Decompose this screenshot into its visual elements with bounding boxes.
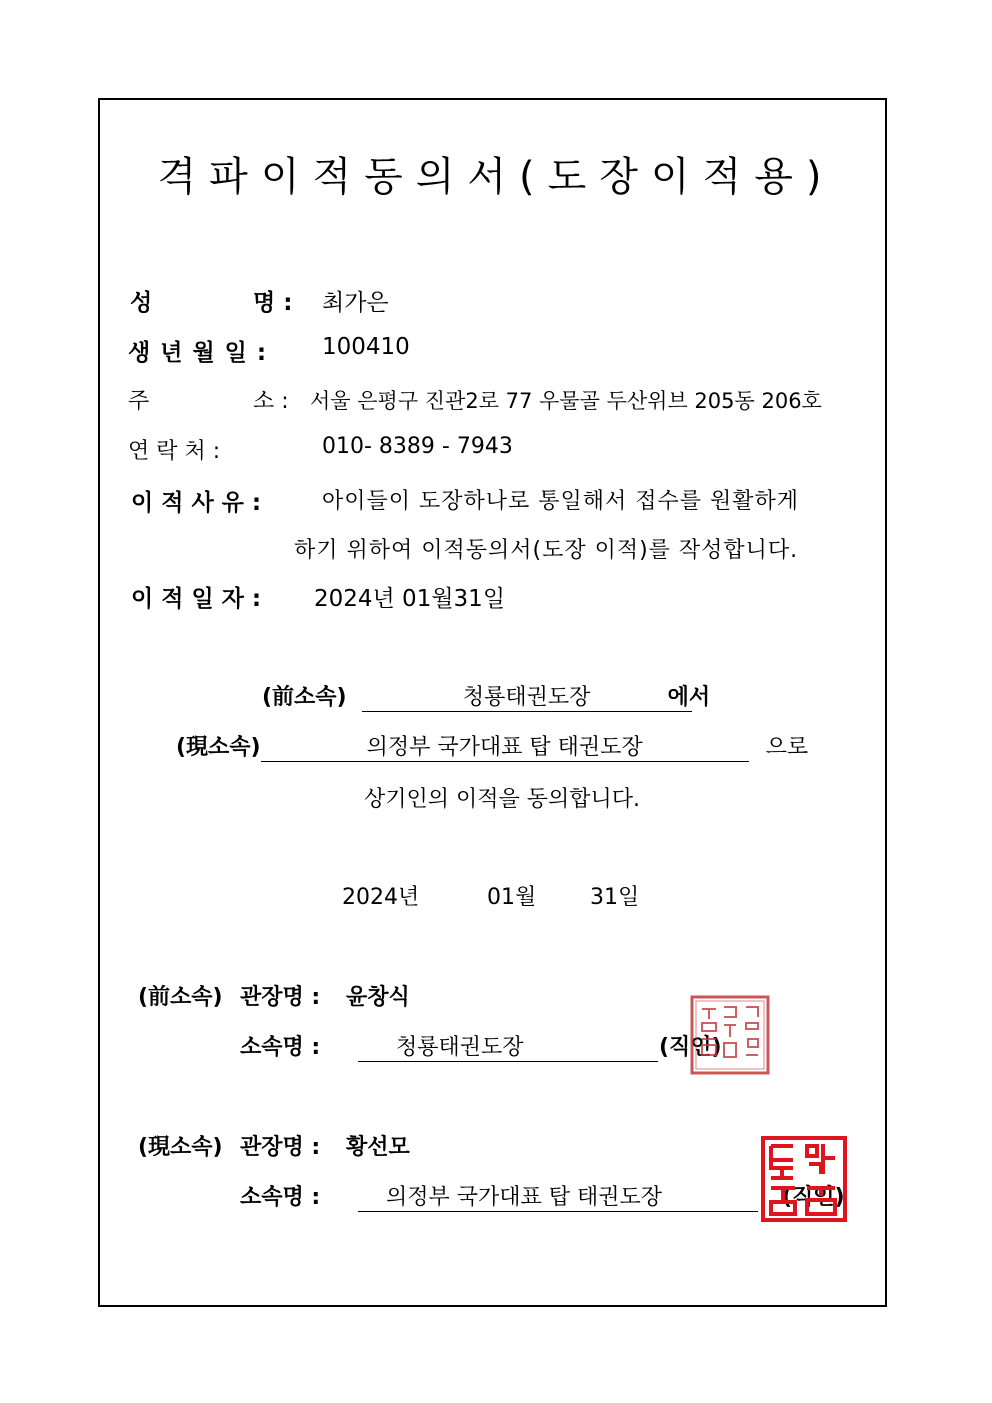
sign-day: 31일 [590, 885, 640, 910]
sign-month: 01월 [487, 885, 537, 910]
address-value: 서울 은평구 진관2로 77 우물골 두산위브 205동 206호 [310, 389, 822, 413]
name-value: 최가은 [322, 290, 389, 316]
birth-value: 100410 [322, 334, 410, 360]
prev-dojang-seal-icon [690, 995, 770, 1075]
curr-dojang-seal-icon [761, 1136, 847, 1222]
prev-affiliation-prefix: (前소속) [262, 685, 347, 710]
reason-label: 이 적 사 유 : [131, 490, 262, 516]
birth-label: 생 년 월 일 : [128, 340, 268, 366]
curr-signature-dojang: 의정부 국가대표 탑 태권도장 [386, 1185, 663, 1210]
contact-value: 010- 8389 - 7943 [322, 434, 513, 459]
prev-seal-label: (직인) [659, 1035, 722, 1060]
curr-section-prefix: (現소속) [138, 1135, 223, 1160]
date-label: 이 적 일 자 : [131, 586, 262, 612]
sign-year: 2024년 [342, 885, 420, 910]
consent-statement: 상기인의 이적을 동의합니다. [363, 787, 640, 812]
prev-dojang-label: 소속명 : [240, 1035, 321, 1060]
prev-suffix: 에서 [667, 685, 711, 710]
curr-seal-label: (직인) [782, 1185, 845, 1210]
curr-suffix: 으로 [765, 735, 809, 760]
curr-dojang-name: 의정부 국가대표 탑 태권도장 [261, 730, 749, 762]
prev-signature-dojang: 청룡태권도장 [396, 1035, 524, 1060]
curr-head-label: 관장명 : [240, 1135, 321, 1160]
prev-head-name: 윤창식 [346, 985, 410, 1010]
prev-section-prefix: (前소속) [138, 985, 223, 1010]
address-label: 주 [128, 389, 150, 414]
curr-head-name: 황선모 [346, 1135, 410, 1160]
prev-dojang-name: 청룡태권도장 [362, 680, 692, 712]
date-value: 2024년 01월31일 [314, 586, 506, 612]
curr-affiliation-prefix: (現소속) [176, 735, 261, 760]
prev-head-label: 관장명 : [240, 985, 321, 1010]
reason-line-1: 아이들이 도장하나로 통일해서 접수를 원활하게 [322, 489, 800, 514]
address-label-colon: 소 : [253, 389, 289, 414]
document-title: 격파이적동의서(도장이적용) [157, 154, 835, 200]
name-label: 성 [130, 290, 153, 316]
contact-label: 연 락 처 : [128, 439, 221, 464]
reason-line-2: 하기 위하여 이적동의서(도장 이적)를 작성합니다. [294, 538, 799, 563]
name-label-colon: 명 : [253, 290, 293, 316]
curr-dojang-label: 소속명 : [240, 1185, 321, 1210]
